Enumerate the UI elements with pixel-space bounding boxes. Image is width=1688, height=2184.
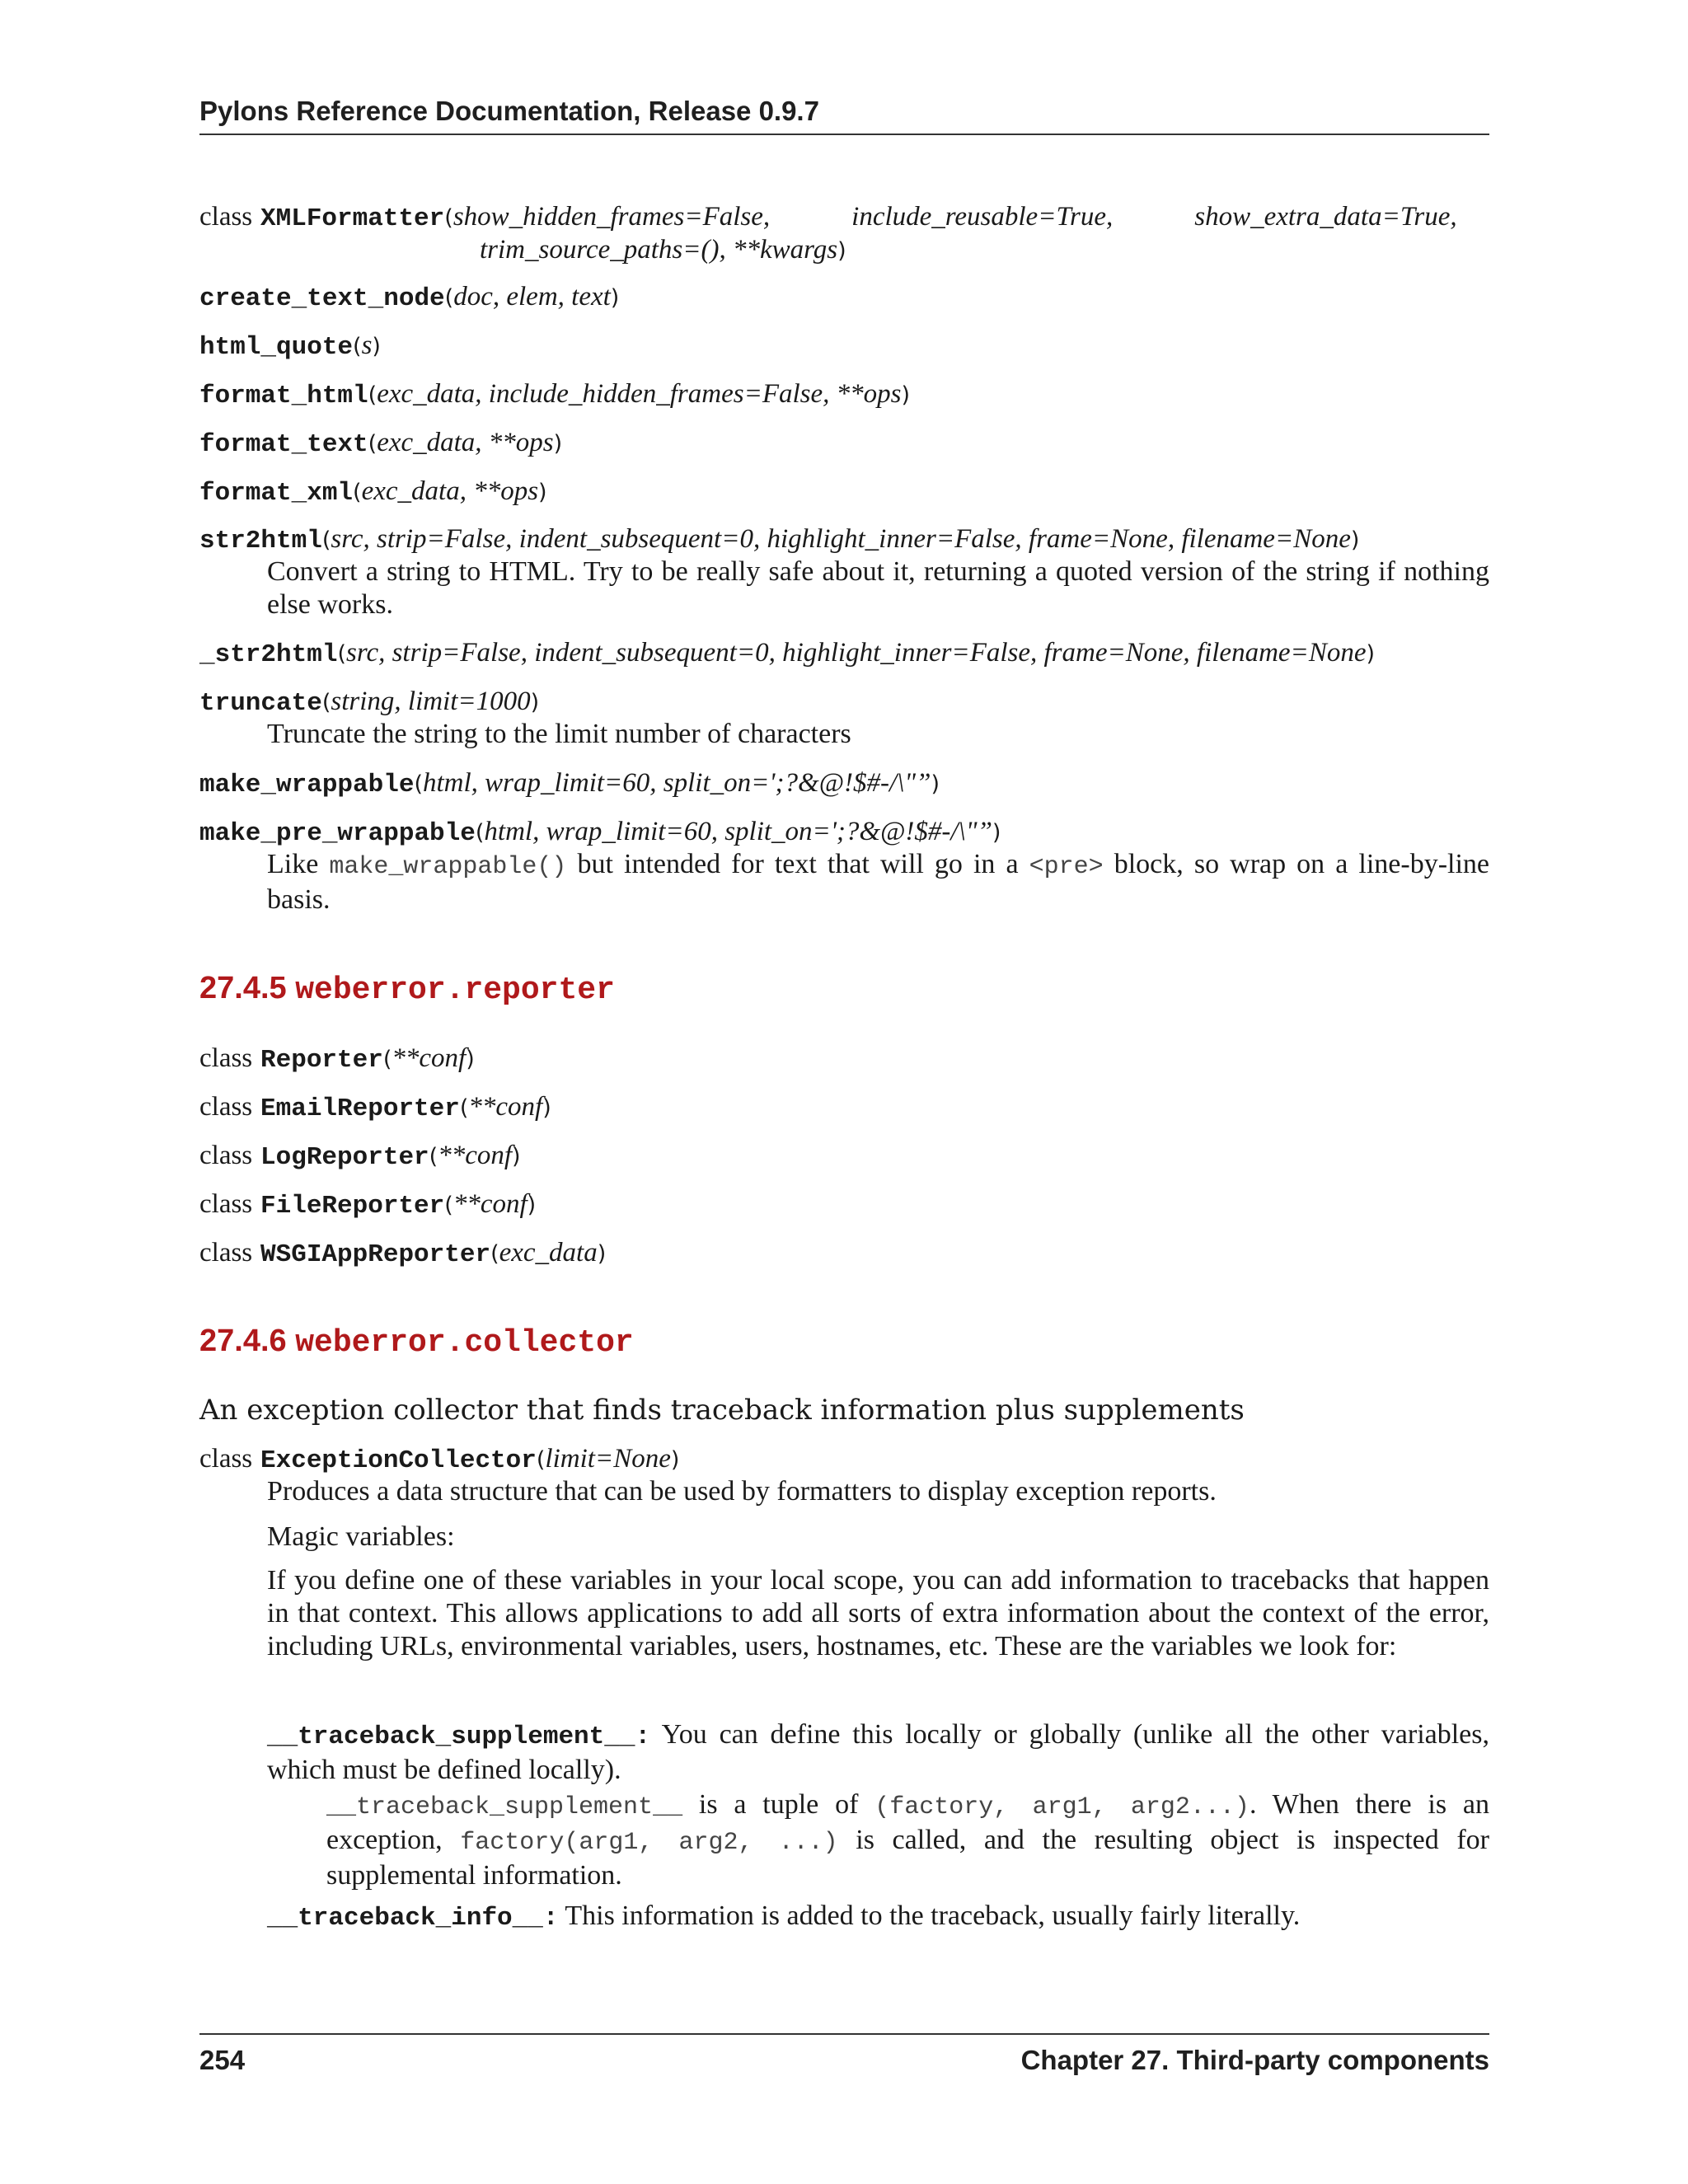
method-params: src, strip=False, indent_subsequent=0, highlight_inner=False, frame=None, filename=None [331, 524, 1351, 554]
class-description: If you define one of these variables in your local scope, you can add information to tracebacks that happen in that context. This allows applications to add all sorts of extra information about the context of the error, including URLs, environmental variables, users, hostnames, etc. These are the variables we look for: [267, 1565, 1489, 1661]
xmlformatter-signature-cont: trim_source_paths=(), **kwargs) [480, 235, 846, 265]
class-params: show_hidden_frames=False, include_reusable=True, show_extra_data=True, [452, 202, 1457, 232]
method-params: html, wrap_limit=60, split_on=';?&@!$#-/\"” [484, 817, 992, 846]
running-footer [199, 2033, 1489, 2084]
method-params: string, limit=1000 [331, 687, 531, 716]
class-name: ExceptionCollector [260, 1446, 537, 1475]
method-params: exc_data, include_hidden_frames=False, **ops [377, 379, 902, 409]
class-description: Produces a data structure that can be used by formatters to display exception reports. [267, 1476, 1217, 1507]
section-intro: An exception collector that finds traceback information plus supplements [199, 1394, 1245, 1427]
method-params: exc_data, **ops [361, 476, 539, 506]
class-name: FileReporter [260, 1192, 445, 1221]
method-signature: create_text_node(doc, elem, text) [199, 282, 620, 313]
class-name: XMLFormatter [260, 204, 445, 233]
section-heading [199, 1324, 634, 1361]
method-params: s [361, 330, 373, 360]
class-signature: class LogReporter(**conf) [199, 1141, 521, 1172]
method-signature: _str2html(src, strip=False, indent_subsequent=0, highlight_inner=False, frame=None, filename=None) [199, 638, 1376, 669]
method-signature: format_html(exc_data, include_hidden_frames=False, **ops) [199, 379, 911, 410]
page-number: 254 [199, 2045, 246, 2075]
inline-code: <pre> [1029, 853, 1104, 881]
method-name: create_text_node [199, 284, 445, 313]
method-description: Convert a string to HTML. Try to be really safe about it, returning a quoted version of the string if nothing else works. [267, 556, 1489, 620]
class-keyword: class [199, 202, 253, 232]
method-name: make_pre_wrappable [199, 819, 476, 848]
magic-variable-detail: __traceback_supplement__ is a tuple of (factory, arg1, arg2...). When there is an exception, factory(arg1, arg2, ...) is called, and the resulting object is inspected for supplemental information. [326, 1789, 1489, 1891]
magic-variable-entry: __traceback_supplement__: You can define this locally or globally (unlike all the other variables, which must be defined locally). [267, 1719, 1489, 1785]
method-signature: html_quote(s) [199, 330, 381, 362]
section-number: 27.4.6 [199, 1324, 287, 1358]
method-name: format_xml [199, 479, 354, 508]
class-description: Magic variables: [267, 1521, 455, 1552]
running-header [199, 92, 1489, 135]
method-signature: str2html(src, strip=False, indent_subsequent=0, highlight_inner=False, frame=None, filename=None) [199, 524, 1360, 555]
class-signature: class ExceptionCollector(limit=None) [199, 1444, 680, 1475]
class-name: Reporter [260, 1046, 383, 1075]
method-name: _str2html [199, 640, 338, 669]
method-signature: format_text(exc_data, **ops) [199, 428, 563, 459]
magic-variable-entry: __traceback_info__: This information is added to the traceback, usually fairly literally. [267, 1900, 1301, 1933]
magic-variable-term: __traceback_supplement__: [267, 1722, 651, 1751]
method-signature: truncate(string, limit=1000) [199, 687, 540, 718]
document-page [199, 0, 1489, 2184]
class-name: LogReporter [260, 1143, 429, 1172]
method-name: format_html [199, 382, 368, 410]
method-signature: make_pre_wrappable(html, wrap_limit=60, split_on=';?&@!$#-/\"”) [199, 817, 1001, 848]
section-heading [199, 971, 615, 1008]
method-description: Like make_wrappable() but intended for text that will go in a <pre> block, so wrap on a line-by-line basis. [267, 849, 1490, 915]
class-signature: class FileReporter(**conf) [199, 1189, 537, 1221]
method-params: src, strip=False, indent_subsequent=0, highlight_inner=False, frame=None, filename=None [345, 638, 1367, 668]
class-signature: class EmailReporter(**conf) [199, 1092, 551, 1123]
class-signature: class Reporter(**conf) [199, 1043, 475, 1075]
chapter-title: Chapter 27. Third-party components [1020, 2045, 1489, 2075]
class-name: WSGIAppReporter [260, 1240, 491, 1269]
method-params: doc, elem, text [453, 282, 611, 312]
inline-code: make_wrappable() [329, 853, 567, 881]
method-name: truncate [199, 689, 322, 718]
method-description: Truncate the string to the limit number of characters [267, 719, 851, 749]
class-params-cont: trim_source_paths=(), **kwargs [480, 235, 838, 265]
method-params: html, wrap_limit=60, split_on=';?&@!$#-/\"” [423, 768, 931, 798]
method-name: format_text [199, 430, 368, 459]
method-name: str2html [199, 527, 322, 555]
header-title: Pylons Reference Documentation, Release 0.9.7 [199, 96, 819, 126]
method-name: make_wrappable [199, 771, 415, 799]
class-signature: class WSGIAppReporter(exc_data) [199, 1238, 607, 1269]
method-params: exc_data, **ops [377, 428, 554, 457]
magic-variable-term: __traceback_info__: [267, 1904, 559, 1933]
xmlformatter-signature: class XMLFormatter(show_hidden_frames=False, include_reusable=True, show_extra_data=True, [199, 202, 1457, 233]
method-signature: make_wrappable(html, wrap_limit=60, split_on=';?&@!$#-/\"”) [199, 768, 940, 799]
method-name: html_quote [199, 333, 354, 362]
class-name: EmailReporter [260, 1094, 460, 1123]
section-module: weberror.collector [295, 1325, 634, 1361]
section-number: 27.4.5 [199, 971, 287, 1005]
section-module: weberror.reporter [295, 972, 615, 1008]
method-signature: format_xml(exc_data, **ops) [199, 476, 547, 508]
